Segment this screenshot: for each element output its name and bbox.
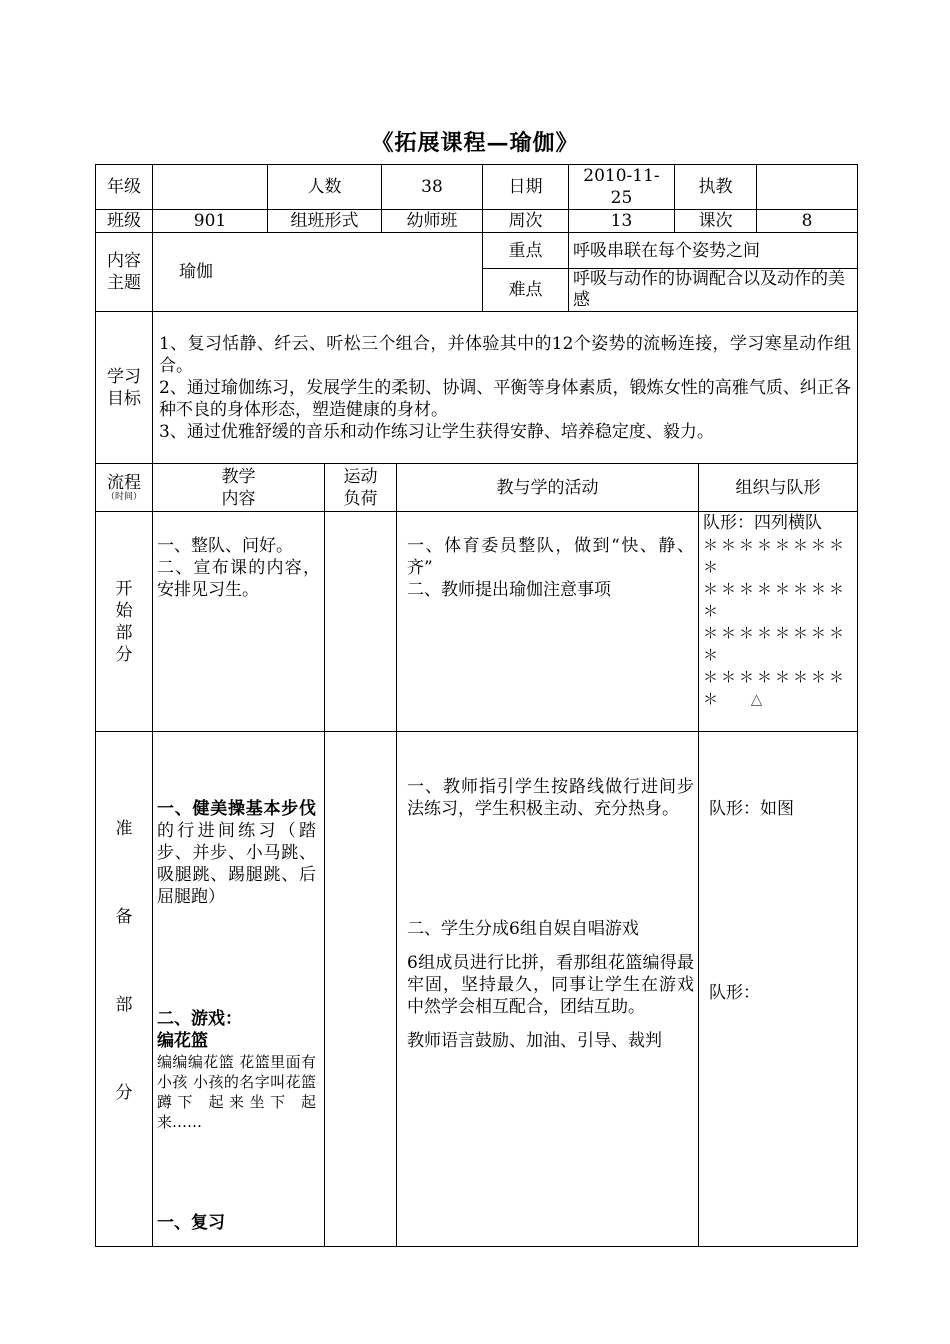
prep-load — [325, 732, 397, 1247]
goal-item: 1、复习恬静、纤云、听松三个组合，并体验其中的12个姿势的流畅连接，学习寒星动作组合。 — [159, 333, 851, 376]
teacher-triangle-icon: △ — [750, 690, 766, 708]
formation-row: ＊＊＊＊＊＊＊＊＊ — [703, 536, 848, 576]
start-formation: 队形：四列横队 ＊＊＊＊＊＊＊＊＊ ＊＊＊＊＊＊＊＊＊ ＊＊＊＊＊＊＊＊＊ ＊＊＊＊＊＊＊＊＊ △ — [699, 512, 858, 732]
goals-list — [153, 312, 858, 464]
class-value: 901 — [153, 210, 268, 233]
week-label: 周次 — [483, 210, 569, 233]
teacher-value — [757, 165, 858, 210]
prep-formation: 队形：如图 队形： — [699, 732, 858, 1247]
load-header: 运动 负荷 — [325, 464, 397, 512]
week-value: 13 — [569, 210, 675, 233]
key-point-value: 呼吸串联在每个姿势之间 — [569, 233, 858, 269]
date-value: 2010-11-25 — [569, 165, 675, 210]
activity-header: 教与学的活动 — [397, 464, 699, 512]
people-value: 38 — [382, 165, 483, 210]
theme-label: 内容 主题 — [96, 233, 153, 312]
start-content: 一、整队、问好。 二、宣布课的内容，安排见习生。 — [153, 512, 325, 732]
class-label: 班级 — [96, 210, 153, 233]
lesson-value: 8 — [757, 210, 858, 233]
flow-header: 流程 （时间） — [96, 464, 153, 512]
date-label: 日期 — [483, 165, 569, 210]
difficulty-label: 难点 — [483, 269, 569, 312]
difficulty-value: 呼吸与动作的协调配合以及动作的美感 — [569, 269, 858, 312]
prep-phase-label: 准 备 部 分 — [96, 732, 153, 1247]
prep-content-1: 一、健美操基本步伐的行进间练习（踏步、并步、小马跳、吸腿跳、踢腿跳、后屈腿跑） — [157, 799, 316, 907]
document-title: 《拓展课程—瑜伽》 — [371, 130, 579, 156]
group-label: 组班形式 — [268, 210, 382, 233]
goal-item: 2、通过瑜伽练习，发展学生的柔韧、协调、平衡等身体素质，锻炼女性的高雅气质、纠正各种不良的身体形态，塑造健康的身材。 — [159, 377, 851, 420]
prep-activity: 一、教师指引学生按路线做行进间步法练习，学生积极主动、充分热身。 二、学生分成6组自娱自唱游戏 6组成员进行比拼，看那组花篮编得最牢固，坚持最久，同事让学生在游戏中然学会相互配合，团结互助。 教师语言鼓励、加油、引导、裁判 — [397, 732, 699, 1247]
organization-header: 组织与队形 — [699, 464, 858, 512]
start-phase-label: 开 始 部 分 — [96, 512, 153, 732]
grade-label: 年级 — [96, 165, 153, 210]
goals-label: 学习 目标 — [96, 312, 153, 464]
group-value: 幼师班 — [382, 210, 483, 233]
lesson-label: 课次 — [675, 210, 757, 233]
formation-row: ＊＊＊＊＊＊＊＊＊ — [703, 624, 848, 664]
formation-row: ＊＊＊＊＊＊＊＊＊ — [703, 580, 848, 620]
theme-value: 瑜伽 — [153, 233, 483, 312]
lesson-plan-table — [95, 164, 857, 1247]
prep-content: 一、健美操基本步伐的行进间练习（踏步、并步、小马跳、吸腿跳、踢腿跳、后屈腿跑） 二、游戏： 编花篮 编编编花篮 花篮里面有小孩 小孩的名字叫花篮 蹲下 起来坐下 起来…… 一、复习 — [153, 732, 325, 1247]
start-activity: 一、体育委员整队，做到“快、静、齐” 二、教师提出瑜伽注意事项 — [397, 512, 699, 732]
key-point-label: 重点 — [483, 233, 569, 269]
grade-value — [153, 165, 268, 210]
teacher-label: 执教 — [675, 165, 757, 210]
start-load — [325, 512, 397, 732]
people-label: 人数 — [268, 165, 382, 210]
goal-item: 3、通过优雅舒缓的音乐和动作练习让学生获得安静、培养稳定度、毅力。 — [159, 421, 714, 442]
formation-row: ＊＊＊＊＊＊＊＊＊ △ — [703, 668, 848, 708]
content-header: 教学 内容 — [153, 464, 325, 512]
